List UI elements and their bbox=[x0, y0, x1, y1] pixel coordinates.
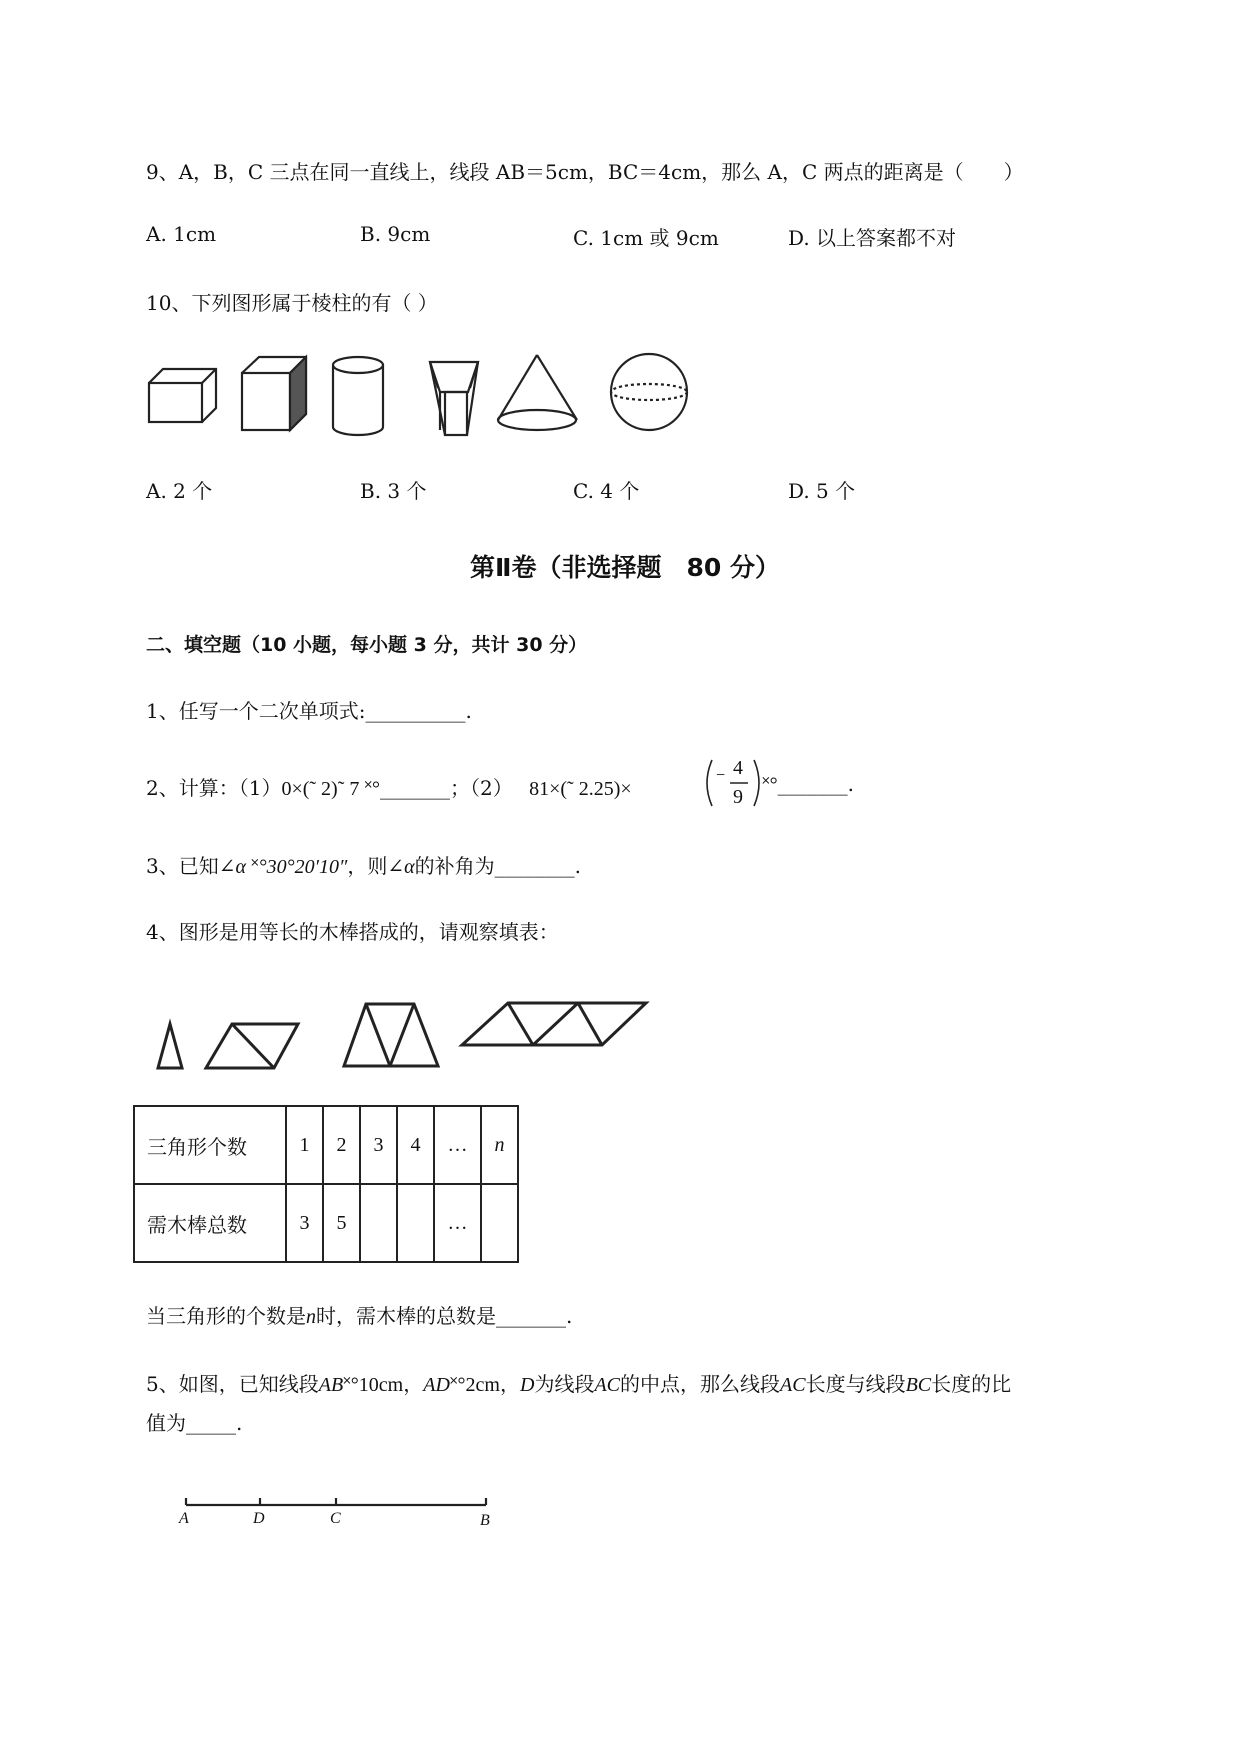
fill-5-text: 的中点，那么线段 bbox=[620, 1372, 781, 1396]
fill-2-expr2-tail: ˟° bbox=[762, 774, 778, 796]
table-cell: … bbox=[434, 1106, 481, 1184]
fill-4-answer-suffix: 时，需木棒的总数是_______. bbox=[316, 1304, 573, 1328]
table-row-label: 需木棒总数 bbox=[134, 1184, 286, 1262]
table-cell: 2 bbox=[323, 1106, 360, 1184]
q9-option-d: D. 以上答案都不对 bbox=[788, 226, 957, 250]
fill-5-ac: AC bbox=[780, 1374, 806, 1396]
fill-4-answer-var: n bbox=[306, 1306, 316, 1328]
table-cell: n bbox=[481, 1106, 518, 1184]
table-cell: 1 bbox=[286, 1106, 323, 1184]
table-cell: 5 bbox=[323, 1184, 360, 1262]
fill-4-answer-prefix: 当三角形的个数是 bbox=[146, 1304, 306, 1328]
part2-title: 第Ⅱ卷（非选择题 80 分） bbox=[470, 553, 780, 582]
fill-3-angle: ∠α bbox=[387, 856, 415, 878]
table-row-label: 三角形个数 bbox=[134, 1106, 286, 1184]
point-label-b: B bbox=[480, 1512, 490, 1529]
q10-stem: 10、下列图形属于棱柱的有（ ） bbox=[146, 291, 438, 315]
fill-3-expr: ∠α ˟°30°20′10″ bbox=[218, 856, 348, 878]
fill-2-frac-denominator: 9 bbox=[733, 786, 743, 808]
fill-3-prefix: 3、已知 bbox=[146, 854, 219, 878]
fill-2-expr1: 0×(˜ 2)˜ 7 ˟° bbox=[281, 778, 381, 800]
fill-2-prefix: 2、计算：（1） bbox=[146, 776, 282, 800]
fill-5-text: 为线段 bbox=[534, 1372, 595, 1396]
fill-5-text: 5、如图，已知线段 bbox=[146, 1372, 319, 1396]
table-cell: 4 bbox=[397, 1106, 434, 1184]
fill-5-ab-value: ˟°10cm， bbox=[343, 1374, 424, 1396]
q10-option-b: B. 3 个 bbox=[360, 479, 427, 503]
q10-option-a: A. 2 个 bbox=[146, 479, 213, 503]
fill-5-bc: BC bbox=[905, 1374, 932, 1396]
fill-5-ad-value: ˟°2cm， bbox=[449, 1374, 520, 1396]
fill-5-ad: AD bbox=[423, 1374, 450, 1396]
point-label-a: A bbox=[179, 1510, 189, 1527]
fill-5-d: D bbox=[520, 1374, 535, 1396]
q9-option-c: C. 1cm 或 9cm bbox=[573, 226, 719, 250]
fill-2-frac-numerator: 4 bbox=[733, 757, 743, 779]
fill-5-text: 长度与线段 bbox=[805, 1372, 906, 1396]
q9-option-a: A. 1cm bbox=[146, 222, 217, 246]
table-cell: … bbox=[434, 1184, 481, 1262]
fill-2-expr2: 81×(˜ 2.25)× bbox=[529, 778, 632, 800]
point-label-c: C bbox=[330, 1510, 341, 1527]
fill-5-line2: 值为_____. bbox=[146, 1411, 243, 1435]
q10-option-c: C. 4 个 bbox=[573, 479, 640, 503]
table-cell: 3 bbox=[360, 1106, 397, 1184]
fill-5-ac: AC bbox=[594, 1374, 621, 1396]
fill-2-blank2: _______. bbox=[777, 772, 854, 796]
table-cell: 3 bbox=[286, 1184, 323, 1262]
point-label-d: D bbox=[253, 1510, 265, 1527]
fill-5-text: 长度的比 bbox=[931, 1372, 1012, 1396]
q9-stem: 9、A，B，C 三点在同一直线上，线段 AB＝5cm，BC＝4cm，那么 A，C 两点的距离是（ ） bbox=[146, 160, 1024, 184]
part2-section-heading: 二、填空题（10 小题，每小题 3 分，共计 30 分） bbox=[146, 634, 588, 656]
fill-3-suffix: 的补角为________. bbox=[414, 854, 581, 878]
fill-4-stem: 4、图形是用等长的木棒搭成的，请观察填表： bbox=[146, 920, 559, 944]
q10-option-d: D. 5 个 bbox=[788, 479, 856, 503]
fill-1-stem: 1、任写一个二次单项式:__________. bbox=[146, 699, 472, 723]
svg-text:−: − bbox=[716, 767, 726, 784]
fill-2-blank1: _______；（2） bbox=[380, 776, 513, 800]
fill-5-ab: AB bbox=[318, 1374, 344, 1396]
q9-option-b: B. 9cm bbox=[360, 222, 431, 246]
fill-3-middle: ，则 bbox=[347, 854, 388, 878]
